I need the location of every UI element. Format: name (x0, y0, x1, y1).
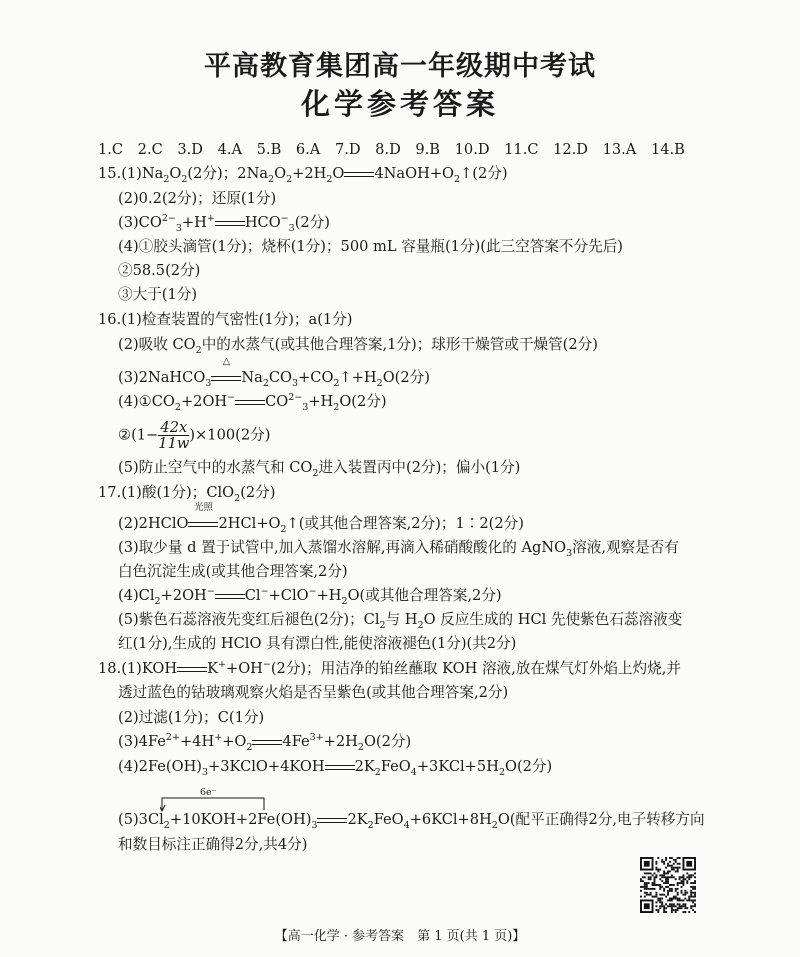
answer-17-2: (2)2HClO 光照 $2HCl+O_2↑$(或其他合理答案,2分)；1∶2(2分) (118, 502, 524, 535)
equals-sign (235, 400, 265, 405)
answer-18-2: (2)过滤(1分)；C(1分) (118, 709, 265, 726)
equals-sign (325, 765, 355, 770)
answer-15-1: $15.(1)Na_2O_2(2$分)；$2Na_2O_2+2H_2O$ $4NaOH+O_2↑(2$分) (98, 165, 508, 185)
qr-code-icon (640, 857, 696, 913)
answer-18-5: $(5)3Cl_2+10KOH+2Fe(OH)_3$ $2K_2FeO_4+6KCl+8H_2O$(配平正确得2分,电子转移方向 (118, 811, 705, 831)
page-footer: 【高一化学 · 参考答案 第 1 页(共 1 页)】 (274, 929, 526, 944)
answer-16-4: $(4)①CO_2+2OH^-$ $CO^{2-}_3+H_2O(2$分) (118, 392, 387, 413)
electron-count-label: 6e⁻ (200, 787, 217, 798)
equals-sign (211, 376, 241, 381)
answer-18-5b: 和数目标注正确得2分,共4分) (118, 836, 308, 853)
equals-sign (215, 594, 245, 599)
answer-16-2: (2)吸收 $CO_2$中的水蒸气(或其他合理答案,1分)；球形干燥管或干燥管(2分) (118, 336, 598, 356)
answer-17-3: (3)取少量 d 置于试管中,加入蒸馏水溶解,再滴入稀硝酸酸化的 AgNO$_3$溶液,观察是否有 (118, 539, 679, 559)
answer-18-3: $(3)4Fe^{2+}+4H^++O_2$ $4Fe^{3+}+2H_2O(2$分) (118, 732, 412, 753)
equals-sign (188, 522, 218, 527)
equals-sign (215, 221, 245, 226)
answer-17-5: (5)紫色石蕊溶液先变红后褪色(2分)；$Cl_2$与 $H_2O$ 反应生成的 HCl 先使紫色石蕊溶液变 (118, 611, 683, 631)
answer-18-4: $(4)2Fe(OH)_3+3KClO+4KOH$ $2K_2FeO_4+3KCl+5H_2O(2$分) (118, 758, 553, 778)
answer-17-5b: 红(1分),生成的 HClO 具有漂白性,能使溶液褪色(1分)(共2分) (118, 635, 517, 652)
answer-16-5: (5)防止空气中的水蒸气和 $CO_2$进入装置丙中(2分)；偏小(1分) (118, 459, 521, 479)
answer-17-1: 17.(1)酸(1分)；ClO$_2$(2分) (98, 484, 276, 504)
answer-15-2: (2)0.2(2分)；还原(1分) (118, 190, 277, 207)
equals-sign (252, 740, 282, 745)
answers-choice: 1.C 2.C 3.D 4.A 5.B 6.A 7.D 8.D 9.B 10.D 11.C 12.D 13.A 14.B (98, 141, 685, 158)
answer-15-4c: ③大于(1分) (118, 286, 198, 303)
answer-17-3b: 白色沉淀生成(或其他合理答案,2分) (118, 563, 348, 580)
answer-16-4b: ②(1− $\frac{42x}{11w}$ )×100(2分) (118, 419, 271, 452)
answer-16-1: 16.(1)检查装置的气密性(1分)；a(1分) (98, 311, 353, 328)
answer-15-4: (4)①胶头滴管(1分)；烧杯(1分)；500 mL 容量瓶(1分)(此三空答案不分先后) (118, 238, 623, 255)
answer-18-1b: 透过蓝色的钴玻璃观察火焰是否呈紫色(或其他合理答案,2分) (118, 684, 509, 701)
equals-sign (177, 667, 207, 672)
electron-transfer-bracket (160, 786, 280, 812)
answer-16-3: (3)2NaHCO$_3$ △ $Na_2CO_3+CO_2↑+H_2O(2$分) (118, 356, 430, 389)
page-title: 平高教育集团高一年级期中考试 (204, 51, 596, 82)
answer-17-4: $(4)Cl_2+2OH^-$ $Cl^-+ClO^-+H_2O$(或其他合理答案,2分) (118, 586, 502, 607)
fraction: $\frac{42x}{11w}$ (158, 419, 190, 452)
answer-15-4b: ②58.5(2分) (118, 262, 201, 279)
answer-15-3: $(3)CO^{2-}_3+H^+$ $HCO^-_3(2$分) (118, 213, 330, 234)
equals-sign (317, 818, 347, 823)
page-subtitle: 化学参考答案 (300, 87, 499, 121)
equals-sign (344, 172, 374, 177)
answer-18-1: 18.(1)KOH K++OH−(2分)；用洁净的铂丝蘸取 KOH 溶液,放在煤气灯外焰上灼烧,并 (98, 659, 681, 677)
